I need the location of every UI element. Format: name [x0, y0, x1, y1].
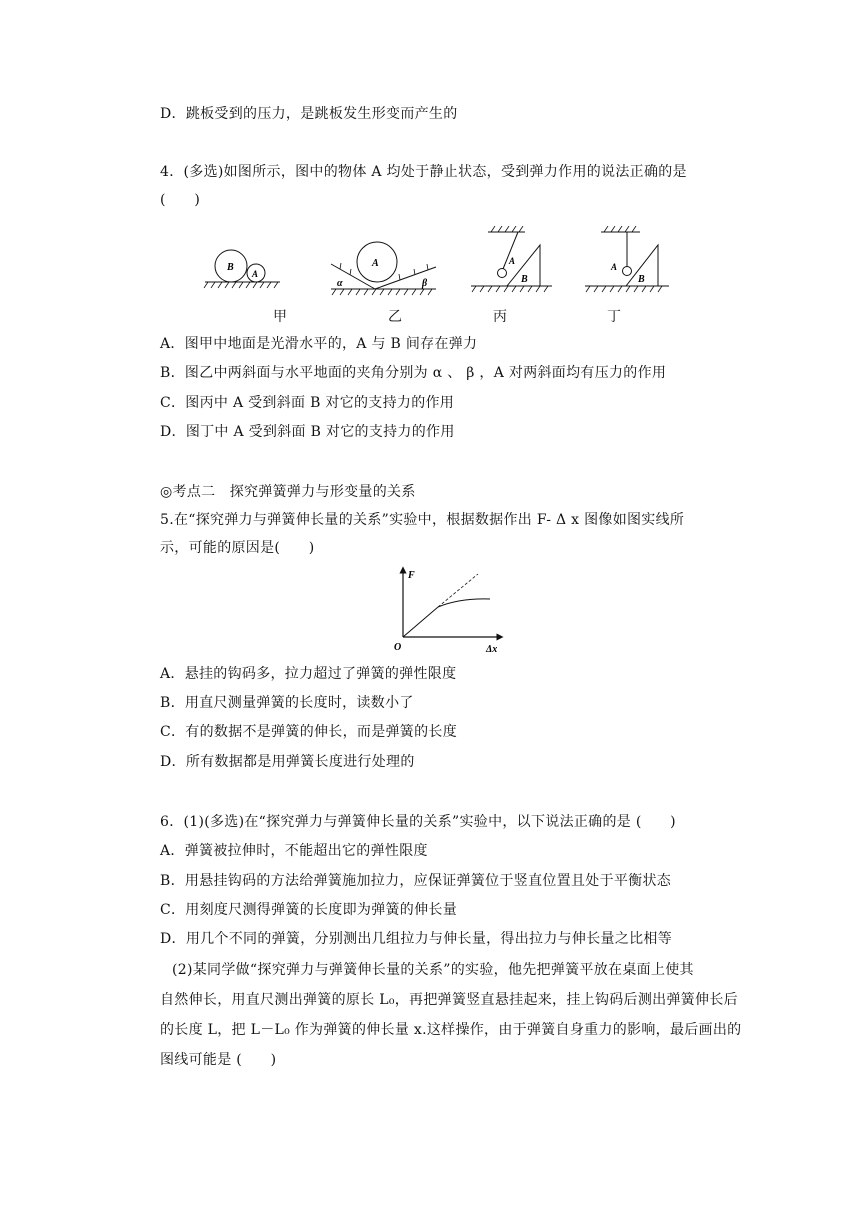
- diagram-yi: [331, 242, 436, 295]
- label-a-yi: A: [372, 258, 379, 269]
- q4-stem-line1: 4．(多选)如图所示，图中的物体 A 均处于静止状态，受到弹力作用的说法正确的是: [160, 164, 687, 180]
- q5-option-d: D．所有数据都是用弹簧长度进行处理的: [160, 754, 415, 770]
- q4-stem-line2: ( ): [160, 192, 201, 208]
- q6-option-b: B．用悬挂钩码的方法给弹簧施加拉力，应保证弹簧位于竖直位置且处于平衡状态: [160, 873, 672, 889]
- q6-option-a: A．弹簧被拉伸时，不能超出它的弹性限度: [160, 843, 428, 859]
- q4-option-a: A．图甲中地面是光滑水平的，A 与 B 间存在弹力: [160, 336, 478, 352]
- q4-option-c: C．图丙中 A 受到斜面 B 对它的支持力的作用: [160, 395, 455, 411]
- q5-stem-line1: 5.在“探究弹力与弹簧伸长量的关系”实验中，根据数据作出 F- Δ x 图像如图实线所: [160, 512, 685, 528]
- q3-option-d: D．跳板受到的压力，是跳板发生形变而产生的: [160, 106, 458, 122]
- label-a-jia: A: [252, 269, 259, 279]
- q6-part2-line4: 图线可能是 ( ): [160, 1052, 277, 1068]
- q5-stem-line2: 示，可能的原因是( ): [160, 540, 315, 556]
- q4-option-b: B．图乙中两斜面与水平地面的夹角分别为 α 、 β ，A 对两斜面均有压力的作用: [160, 365, 667, 381]
- origin-label: O: [394, 642, 402, 653]
- y-axis-label: F: [408, 570, 415, 581]
- q5-option-a: A．悬挂的钩码多，拉力超过了弹簧的弹性限度: [160, 666, 457, 682]
- ball-a-bing: [498, 269, 507, 278]
- label-b-jia: B: [227, 262, 234, 273]
- q6-option-c: C．用刻度尺测得弹簧的长度即为弹簧的伸长量: [160, 902, 458, 918]
- q4-option-d: D．图丁中 A 受到斜面 B 对它的支持力的作用: [160, 424, 455, 440]
- q5-graph: [390, 564, 510, 660]
- label-a-bing: A: [509, 256, 516, 266]
- q6-part2-line3: 的长度 L，把 L－L₀ 作为弹簧的伸长量 x.这样操作，由于弹簧自身重力的影响，最后画出的: [160, 1022, 742, 1038]
- label-alpha: α: [337, 278, 343, 289]
- q6-part2-line2: 自然伸长，用直尺测出弹簧的原长 L₀，再把弹簧竖直悬挂起来，挂上钩码后测出弹簧伸长后: [160, 992, 738, 1008]
- label-b-ding: B: [638, 274, 645, 285]
- q5-option-c: C．有的数据不是弹簧的伸长，而是弹簧的长度: [160, 724, 458, 740]
- dashed-extension: [438, 574, 478, 607]
- caption-jia: 甲: [273, 309, 287, 325]
- q6-option-d: D．用几个不同的弹簧，分别测出几组拉力与伸长量，得出拉力与伸长量之比相等: [160, 931, 673, 947]
- q6-part1-stem: 6．(1)(多选)在“探究弹力与弹簧伸长量的关系”实验中，以下说法正确的是 ( ): [160, 814, 676, 830]
- caption-bing: 丙: [493, 309, 507, 325]
- label-beta: β: [422, 278, 428, 289]
- linear-segment: [403, 607, 438, 637]
- diagram-jia: [204, 250, 280, 288]
- q6-part2-line1: (2)某同学做“探究弹力与弹簧伸长量的关系”的实验，他先把弹簧平放在桌面上使其: [172, 962, 694, 978]
- label-b-bing: B: [521, 274, 528, 285]
- caption-yi: 乙: [388, 309, 402, 325]
- q5-option-b: B．用直尺测量弹簧的长度时，读数小了: [160, 695, 414, 711]
- q4-figure: [200, 226, 700, 298]
- caption-ding: 丁: [607, 309, 621, 325]
- ball-a-ding: [623, 267, 632, 276]
- section-title: ◎考点二 探究弹簧弹力与形变量的关系: [160, 484, 416, 500]
- x-axis-label: Δx: [486, 644, 498, 655]
- diagram-ding: [585, 226, 669, 292]
- label-a-ding: A: [611, 262, 618, 272]
